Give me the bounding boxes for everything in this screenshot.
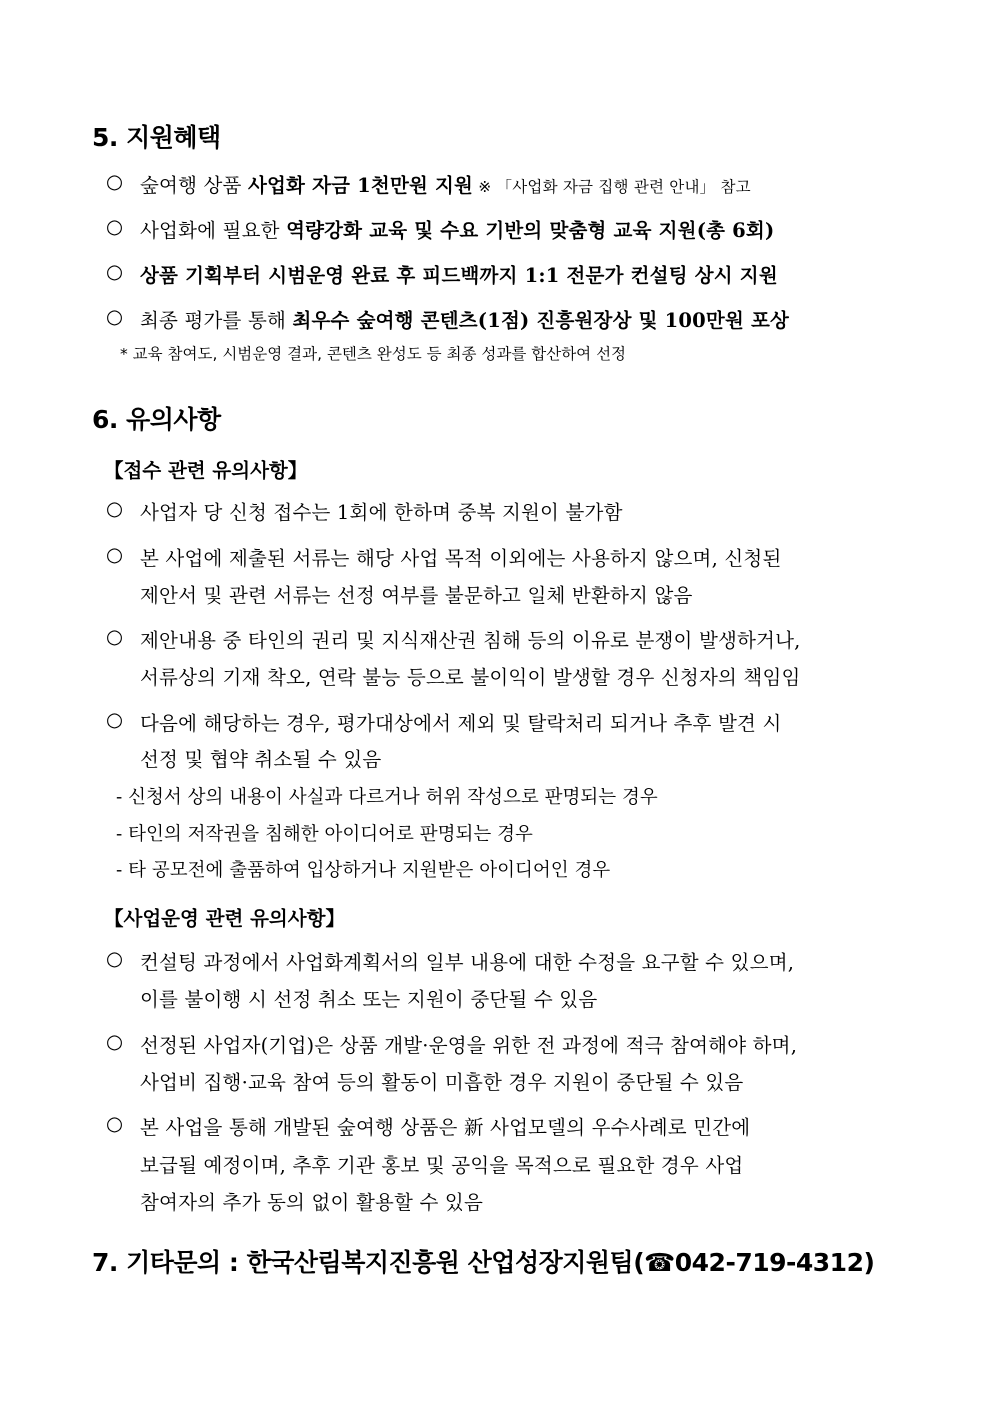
section5-item4 (140, 305, 789, 333)
reception-item3-line1: 제안내용 중 타인의 권리 및 지식재산권 침해 등의 이유로 분쟁이 발생하거나, (140, 629, 801, 652)
section5-title: 5. 지원혜택 (92, 123, 221, 152)
operation-item2-line1: 선정된 사업자(기업)은 상품 개발·운영을 위한 전 과정에 적극 참여해야 하며, (140, 1034, 798, 1057)
section5-item1 (140, 170, 751, 198)
reception-item1-line1: 사업자 당 신청 접수는 1회에 한하며 중복 지원이 불가함 (140, 501, 623, 524)
reception-item2-line2: 제안서 및 관련 서류는 선정 여부를 불문하고 일체 반환하지 않음 (140, 584, 693, 607)
reception-item4-line2: 선정 및 협약 취소될 수 있음 (140, 748, 382, 771)
operation-heading: 【사업운영 관련 유의사항】 (104, 907, 345, 930)
reception-item3-line2: 서류상의 기재 착오, 연락 불능 등으로 불이익이 발생할 경우 신청자의 책임임 (140, 666, 801, 689)
reception-heading: 【접수 관련 유의사항】 (104, 459, 308, 482)
section5-item4-bullet: ○ (106, 305, 124, 328)
section5-item2 (140, 215, 774, 243)
section5-item4-bold: 최우수 숲여행 콘텐츠(1점) 진흥원장상 및 100만원 포상 (292, 309, 790, 332)
section5-item1-bullet: ○ (106, 170, 124, 193)
section5-item3: 상품 기획부터 시범운영 완료 후 피드백까지 1:1 전문가 컨설팅 상시 지원 (140, 264, 778, 287)
reception-item4-bullet: ○ (106, 708, 124, 731)
section5-item4-pre: 최종 평가를 통해 (140, 309, 293, 332)
section5-note: * 교육 참여도, 시범운영 결과, 콘텐츠 완성도 등 최종 성과를 합산하여 선정 (120, 345, 627, 363)
section5-item2-pre: 사업화에 필요한 (140, 219, 287, 242)
section6-title: 6. 유의사항 (92, 405, 221, 434)
dash-item-3: - 타 공모전에 출품하여 입상하거나 지원받은 아이디어인 경우 (116, 860, 611, 881)
section5-item1-bold: 사업화 자금 1천만원 지원 (247, 174, 474, 197)
section5-item3-bullet: ○ (106, 260, 124, 283)
section5-item1-pre: 숲여행 상품 (140, 174, 248, 197)
reception-item4-line1: 다음에 해당하는 경우, 평가대상에서 제외 및 탈락처리 되거나 추후 발견 시 (140, 712, 782, 735)
operation-item3-line2: 보급될 예정이며, 추후 기관 홍보 및 공익을 목적으로 필요한 경우 사업 (140, 1154, 744, 1177)
section7-title: 7. 기타문의 : 한국산림복지진흥원 산업성장지원팀(☎042-719-4312) (92, 1248, 875, 1277)
reception-item2-line1: 본 사업에 제출된 서류는 해당 사업 목적 이외에는 사용하지 않으며, 신청된 (140, 547, 782, 570)
section5-item2-bold: 역량강화 교육 및 수요 기반의 맞춤형 교육 지원(총 6회) (286, 219, 775, 242)
reception-item3-bullet: ○ (106, 625, 124, 648)
operation-item3-bullet: ○ (106, 1112, 124, 1135)
operation-item1-bullet: ○ (106, 947, 124, 970)
operation-item2-line2: 사업비 집행·교육 참여 등의 활동이 미흡한 경우 지원이 중단될 수 있음 (140, 1071, 744, 1094)
section5-item1-post: ※ 「사업화 자금 집행 관련 안내」 참고 (473, 178, 751, 196)
reception-item2-bullet: ○ (106, 543, 124, 566)
operation-item2-bullet: ○ (106, 1030, 124, 1053)
operation-item1-line1: 컨설팅 과정에서 사업화계획서의 일부 내용에 대한 수정을 요구할 수 있으며, (140, 951, 795, 974)
dash-item-2: - 타인의 저작권을 침해한 아이디어로 판명되는 경우 (116, 824, 533, 845)
operation-item3-line1: 본 사업을 통해 개발된 숲여행 상품은 新 사업모델의 우수사례로 민간에 (140, 1116, 751, 1139)
dash-item-1: - 신청서 상의 내용이 사실과 다르거나 허위 작성으로 판명되는 경우 (116, 787, 658, 808)
operation-item3-line3: 참여자의 추가 동의 없이 활용할 수 있음 (140, 1191, 483, 1214)
section5-item2-bullet: ○ (106, 215, 124, 238)
reception-item1-bullet: ○ (106, 497, 124, 520)
operation-item1-line2: 이를 불이행 시 선정 취소 또는 지원이 중단될 수 있음 (140, 988, 598, 1011)
